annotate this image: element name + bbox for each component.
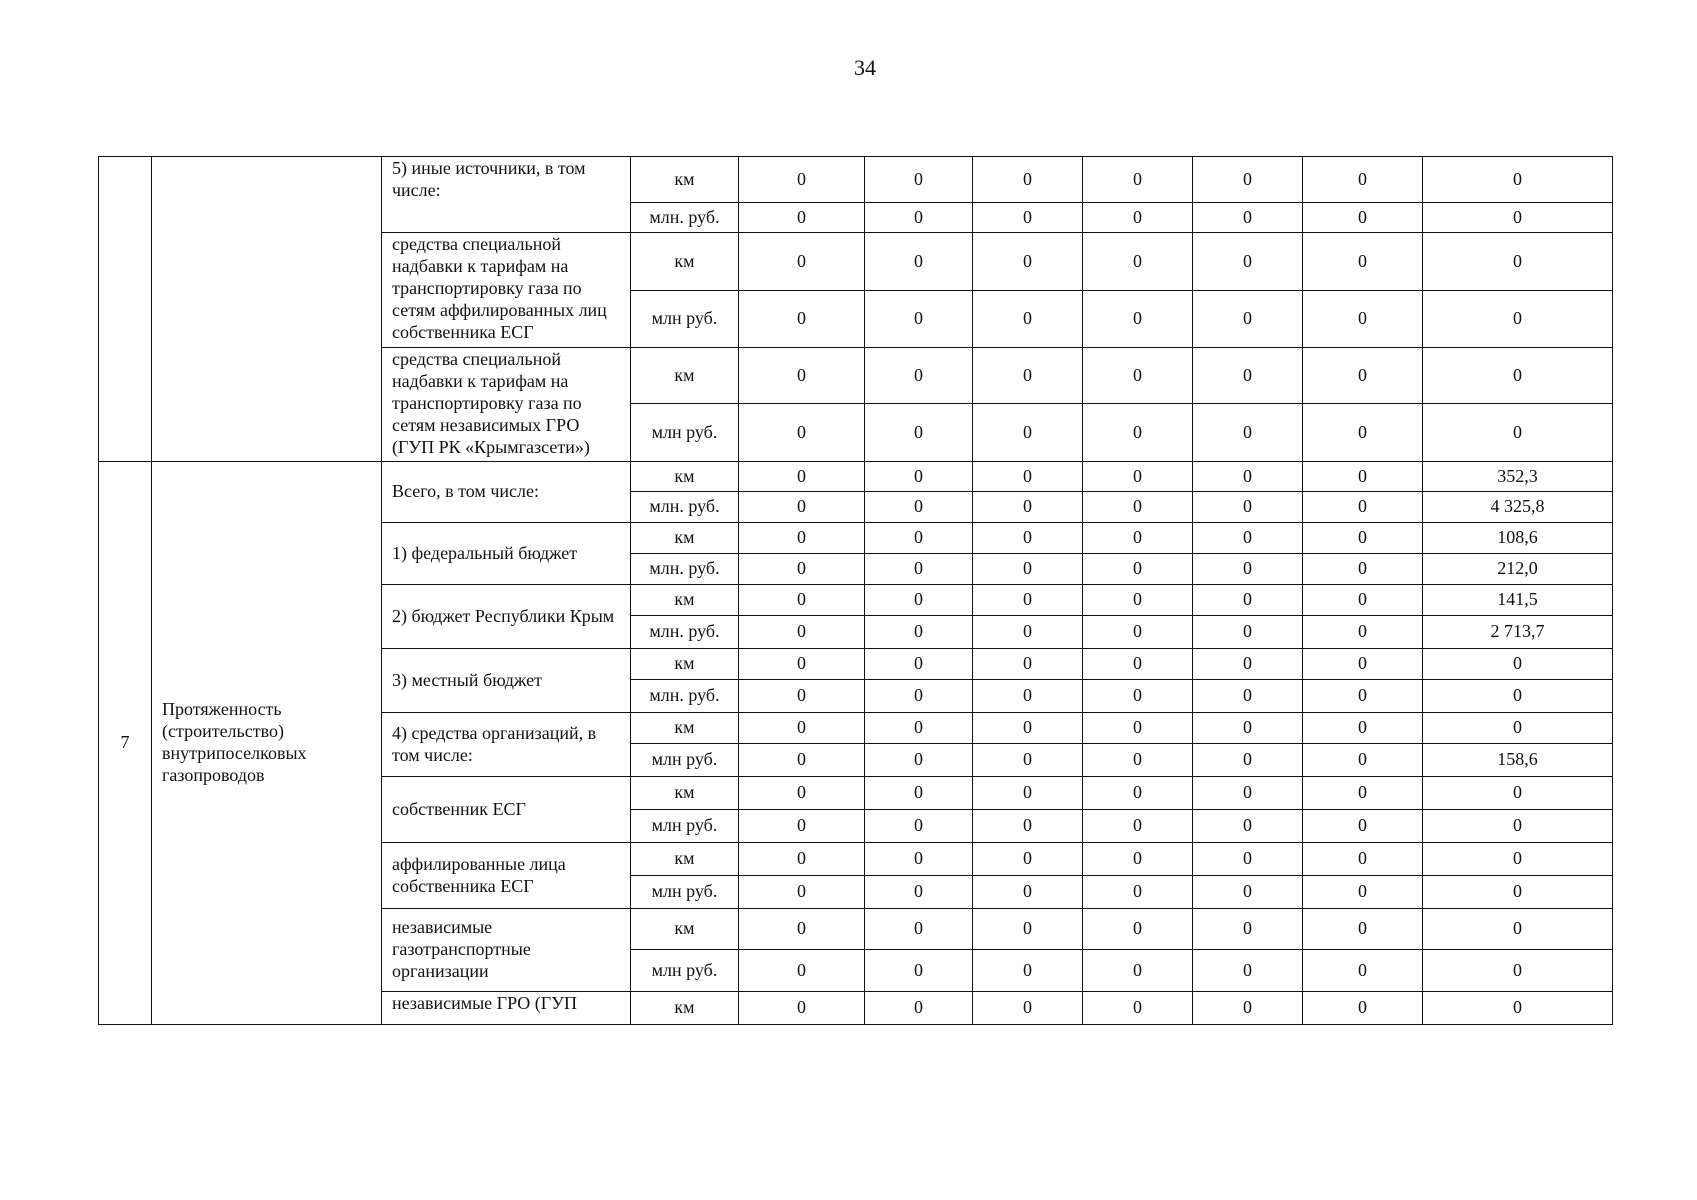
value-cell: 0 xyxy=(739,462,865,492)
source-label: независимые ГРО (ГУП xyxy=(382,992,631,1025)
source-label: независимые газотранспортные организации xyxy=(382,909,631,992)
value-cell: 0 xyxy=(1193,404,1303,462)
value-cell: 0 xyxy=(1193,348,1303,404)
value-cell: 0 xyxy=(1423,680,1613,713)
value-cell: 0 xyxy=(865,843,973,876)
value-cell: 0 xyxy=(865,291,973,348)
value-cell: 0 xyxy=(1083,810,1193,843)
value-cell: 0 xyxy=(1083,291,1193,348)
value-cell: 0 xyxy=(865,492,973,523)
value-cell: 0 xyxy=(739,992,865,1025)
value-cell: 0 xyxy=(973,291,1083,348)
value-cell: 0 xyxy=(1303,348,1423,404)
value-cell: 0 xyxy=(973,492,1083,523)
source-label: 2) бюджет Республики Крым xyxy=(382,585,631,649)
value-cell: 0 xyxy=(1423,404,1613,462)
unit-cell: км xyxy=(631,585,739,616)
value-cell: 0 xyxy=(739,950,865,992)
value-cell: 0 xyxy=(1083,554,1193,585)
value-cell: 0 xyxy=(1423,810,1613,843)
value-cell: 0 xyxy=(739,523,865,554)
source-label: 1) федеральный бюджет xyxy=(382,523,631,585)
table-body xyxy=(99,157,1613,1025)
value-cell: 0 xyxy=(1423,876,1613,909)
value-cell: 0 xyxy=(973,810,1083,843)
value-cell: 0 xyxy=(1193,554,1303,585)
value-cell: 0 xyxy=(973,680,1083,713)
value-cell: 0 xyxy=(865,233,973,291)
value-cell: 2 713,7 xyxy=(1423,616,1613,649)
value-cell: 0 xyxy=(973,843,1083,876)
value-cell: 0 xyxy=(1303,876,1423,909)
value-cell: 0 xyxy=(1193,492,1303,523)
value-cell: 0 xyxy=(739,404,865,462)
source-label: 3) местный бюджет xyxy=(382,649,631,713)
value-cell: 0 xyxy=(739,291,865,348)
value-cell: 0 xyxy=(1303,554,1423,585)
value-cell: 0 xyxy=(1193,810,1303,843)
value-cell: 4 325,8 xyxy=(1423,492,1613,523)
value-cell: 0 xyxy=(1193,777,1303,810)
value-cell: 0 xyxy=(739,492,865,523)
unit-cell: млн руб. xyxy=(631,950,739,992)
value-cell: 0 xyxy=(1303,649,1423,680)
unit-cell: км xyxy=(631,157,739,203)
value-cell: 0 xyxy=(739,203,865,233)
indicator-name-cell xyxy=(152,157,382,462)
value-cell: 0 xyxy=(973,876,1083,909)
value-cell: 0 xyxy=(1083,876,1193,909)
value-cell: 0 xyxy=(973,744,1083,777)
value-cell: 0 xyxy=(1423,649,1613,680)
value-cell: 0 xyxy=(1193,649,1303,680)
value-cell: 0 xyxy=(1303,157,1423,203)
value-cell: 0 xyxy=(1423,843,1613,876)
value-cell: 0 xyxy=(973,713,1083,744)
value-cell: 0 xyxy=(865,810,973,843)
value-cell: 0 xyxy=(1423,992,1613,1025)
value-cell: 0 xyxy=(1423,203,1613,233)
value-cell: 0 xyxy=(1083,585,1193,616)
value-cell: 0 xyxy=(865,909,973,950)
value-cell: 0 xyxy=(739,233,865,291)
value-cell: 0 xyxy=(1083,777,1193,810)
row-number-cell xyxy=(99,157,152,462)
value-cell: 0 xyxy=(865,348,973,404)
value-cell: 0 xyxy=(973,585,1083,616)
value-cell: 0 xyxy=(1083,348,1193,404)
value-cell: 0 xyxy=(1303,462,1423,492)
value-cell: 0 xyxy=(739,585,865,616)
value-cell: 0 xyxy=(1193,462,1303,492)
value-cell: 0 xyxy=(1193,291,1303,348)
source-label: средства специальной надбавки к тарифам на транспортировку газа по сетям независимых ГРО (ГУП РК «Крымгазсети») xyxy=(382,348,631,462)
value-cell: 0 xyxy=(739,157,865,203)
value-cell: 0 xyxy=(1193,523,1303,554)
source-label: Всего, в том числе: xyxy=(382,462,631,523)
source-label: средства специальной надбавки к тарифам на транспортировку газа по сетям аффилированных лиц собственника ЕСГ xyxy=(382,233,631,348)
value-cell: 0 xyxy=(1193,950,1303,992)
unit-cell: млн руб. xyxy=(631,404,739,462)
unit-cell: млн. руб. xyxy=(631,554,739,585)
value-cell: 0 xyxy=(1303,950,1423,992)
unit-cell: км xyxy=(631,348,739,404)
value-cell: 0 xyxy=(865,585,973,616)
value-cell: 0 xyxy=(739,810,865,843)
value-cell: 0 xyxy=(1303,777,1423,810)
value-cell: 0 xyxy=(973,348,1083,404)
unit-cell: млн руб. xyxy=(631,876,739,909)
value-cell: 0 xyxy=(865,876,973,909)
unit-cell: км xyxy=(631,523,739,554)
unit-cell: млн руб. xyxy=(631,291,739,348)
value-cell: 0 xyxy=(1193,680,1303,713)
value-cell: 0 xyxy=(739,616,865,649)
value-cell: 0 xyxy=(865,616,973,649)
value-cell: 0 xyxy=(1423,348,1613,404)
unit-cell: млн руб. xyxy=(631,744,739,777)
value-cell: 0 xyxy=(1303,744,1423,777)
value-cell: 0 xyxy=(865,744,973,777)
value-cell: 0 xyxy=(1423,950,1613,992)
value-cell: 0 xyxy=(865,404,973,462)
unit-cell: млн. руб. xyxy=(631,492,739,523)
value-cell: 141,5 xyxy=(1423,585,1613,616)
source-label: аффилированные лица собственника ЕСГ xyxy=(382,843,631,909)
unit-cell: км xyxy=(631,843,739,876)
unit-cell: млн. руб. xyxy=(631,203,739,233)
value-cell: 0 xyxy=(865,203,973,233)
value-cell: 0 xyxy=(1303,680,1423,713)
value-cell: 0 xyxy=(1303,233,1423,291)
value-cell: 0 xyxy=(973,777,1083,810)
value-cell: 0 xyxy=(739,348,865,404)
value-cell: 0 xyxy=(1083,950,1193,992)
value-cell: 0 xyxy=(739,680,865,713)
value-cell: 0 xyxy=(1083,843,1193,876)
value-cell: 0 xyxy=(1193,992,1303,1025)
value-cell: 0 xyxy=(1303,523,1423,554)
value-cell: 0 xyxy=(1083,203,1193,233)
value-cell: 0 xyxy=(973,462,1083,492)
value-cell: 0 xyxy=(739,777,865,810)
value-cell: 0 xyxy=(1303,843,1423,876)
value-cell: 0 xyxy=(739,843,865,876)
value-cell: 0 xyxy=(1193,585,1303,616)
value-cell: 0 xyxy=(739,876,865,909)
table-row xyxy=(99,157,1613,203)
value-cell: 0 xyxy=(1303,404,1423,462)
value-cell: 352,3 xyxy=(1423,462,1613,492)
value-cell: 0 xyxy=(739,649,865,680)
value-cell: 0 xyxy=(865,680,973,713)
value-cell: 0 xyxy=(1303,810,1423,843)
page-number: 34 xyxy=(854,55,876,80)
value-cell: 0 xyxy=(1083,404,1193,462)
value-cell: 0 xyxy=(1303,713,1423,744)
value-cell: 0 xyxy=(1193,744,1303,777)
value-cell: 0 xyxy=(1083,157,1193,203)
value-cell: 0 xyxy=(1303,203,1423,233)
value-cell: 0 xyxy=(973,157,1083,203)
value-cell: 0 xyxy=(1083,462,1193,492)
value-cell: 0 xyxy=(973,203,1083,233)
value-cell: 0 xyxy=(865,462,973,492)
unit-cell: км xyxy=(631,462,739,492)
value-cell: 0 xyxy=(865,649,973,680)
value-cell: 0 xyxy=(865,713,973,744)
value-cell: 0 xyxy=(739,554,865,585)
value-cell: 0 xyxy=(1083,616,1193,649)
unit-cell: км xyxy=(631,777,739,810)
value-cell: 0 xyxy=(1303,992,1423,1025)
value-cell: 0 xyxy=(1193,909,1303,950)
value-cell: 0 xyxy=(1303,585,1423,616)
value-cell: 0 xyxy=(1303,616,1423,649)
unit-cell: млн. руб. xyxy=(631,680,739,713)
unit-cell: км xyxy=(631,909,739,950)
value-cell: 0 xyxy=(973,554,1083,585)
value-cell: 0 xyxy=(739,744,865,777)
unit-cell: млн. руб. xyxy=(631,616,739,649)
table-row xyxy=(99,462,1613,492)
source-label: собственник ЕСГ xyxy=(382,777,631,843)
value-cell: 0 xyxy=(1083,992,1193,1025)
value-cell: 0 xyxy=(973,233,1083,291)
value-cell: 212,0 xyxy=(1423,554,1613,585)
value-cell: 0 xyxy=(1193,233,1303,291)
row-number-cell: 7 xyxy=(99,462,152,1025)
value-cell: 0 xyxy=(1193,876,1303,909)
value-cell: 0 xyxy=(1083,909,1193,950)
value-cell: 0 xyxy=(1083,680,1193,713)
value-cell: 0 xyxy=(1193,713,1303,744)
value-cell: 0 xyxy=(865,950,973,992)
value-cell: 0 xyxy=(1423,777,1613,810)
value-cell: 0 xyxy=(973,616,1083,649)
unit-cell: км xyxy=(631,992,739,1025)
value-cell: 0 xyxy=(865,777,973,810)
value-cell: 0 xyxy=(973,909,1083,950)
value-cell: 0 xyxy=(865,523,973,554)
value-cell: 0 xyxy=(1083,492,1193,523)
unit-cell: млн руб. xyxy=(631,810,739,843)
unit-cell: км xyxy=(631,233,739,291)
unit-cell: км xyxy=(631,713,739,744)
value-cell: 0 xyxy=(1083,713,1193,744)
value-cell: 0 xyxy=(1303,291,1423,348)
unit-cell: км xyxy=(631,649,739,680)
value-cell: 0 xyxy=(865,554,973,585)
value-cell: 0 xyxy=(1193,203,1303,233)
value-cell: 0 xyxy=(1423,909,1613,950)
value-cell: 0 xyxy=(1083,649,1193,680)
value-cell: 0 xyxy=(1423,713,1613,744)
value-cell: 0 xyxy=(1083,233,1193,291)
value-cell: 0 xyxy=(1303,492,1423,523)
value-cell: 0 xyxy=(1423,291,1613,348)
value-cell: 0 xyxy=(1193,843,1303,876)
value-cell: 158,6 xyxy=(1423,744,1613,777)
value-cell: 0 xyxy=(973,404,1083,462)
source-label: 5) иные источники, в том числе: xyxy=(382,157,631,233)
value-cell: 0 xyxy=(973,992,1083,1025)
value-cell: 0 xyxy=(865,992,973,1025)
value-cell: 0 xyxy=(865,157,973,203)
value-cell: 0 xyxy=(739,909,865,950)
value-cell: 0 xyxy=(739,713,865,744)
value-cell: 0 xyxy=(1083,523,1193,554)
value-cell: 0 xyxy=(1193,616,1303,649)
value-cell: 0 xyxy=(1193,157,1303,203)
value-cell: 0 xyxy=(1303,909,1423,950)
indicator-name-cell: Протяженность (строительство) внутрипоселковых газопроводов xyxy=(152,462,382,1025)
value-cell: 0 xyxy=(973,950,1083,992)
value-cell: 0 xyxy=(1423,157,1613,203)
value-cell: 0 xyxy=(1083,744,1193,777)
value-cell: 0 xyxy=(1423,233,1613,291)
financing-table xyxy=(98,156,1613,1025)
value-cell: 0 xyxy=(973,523,1083,554)
value-cell: 0 xyxy=(973,649,1083,680)
source-label: 4) средства организаций, в том числе: xyxy=(382,713,631,777)
value-cell: 108,6 xyxy=(1423,523,1613,554)
